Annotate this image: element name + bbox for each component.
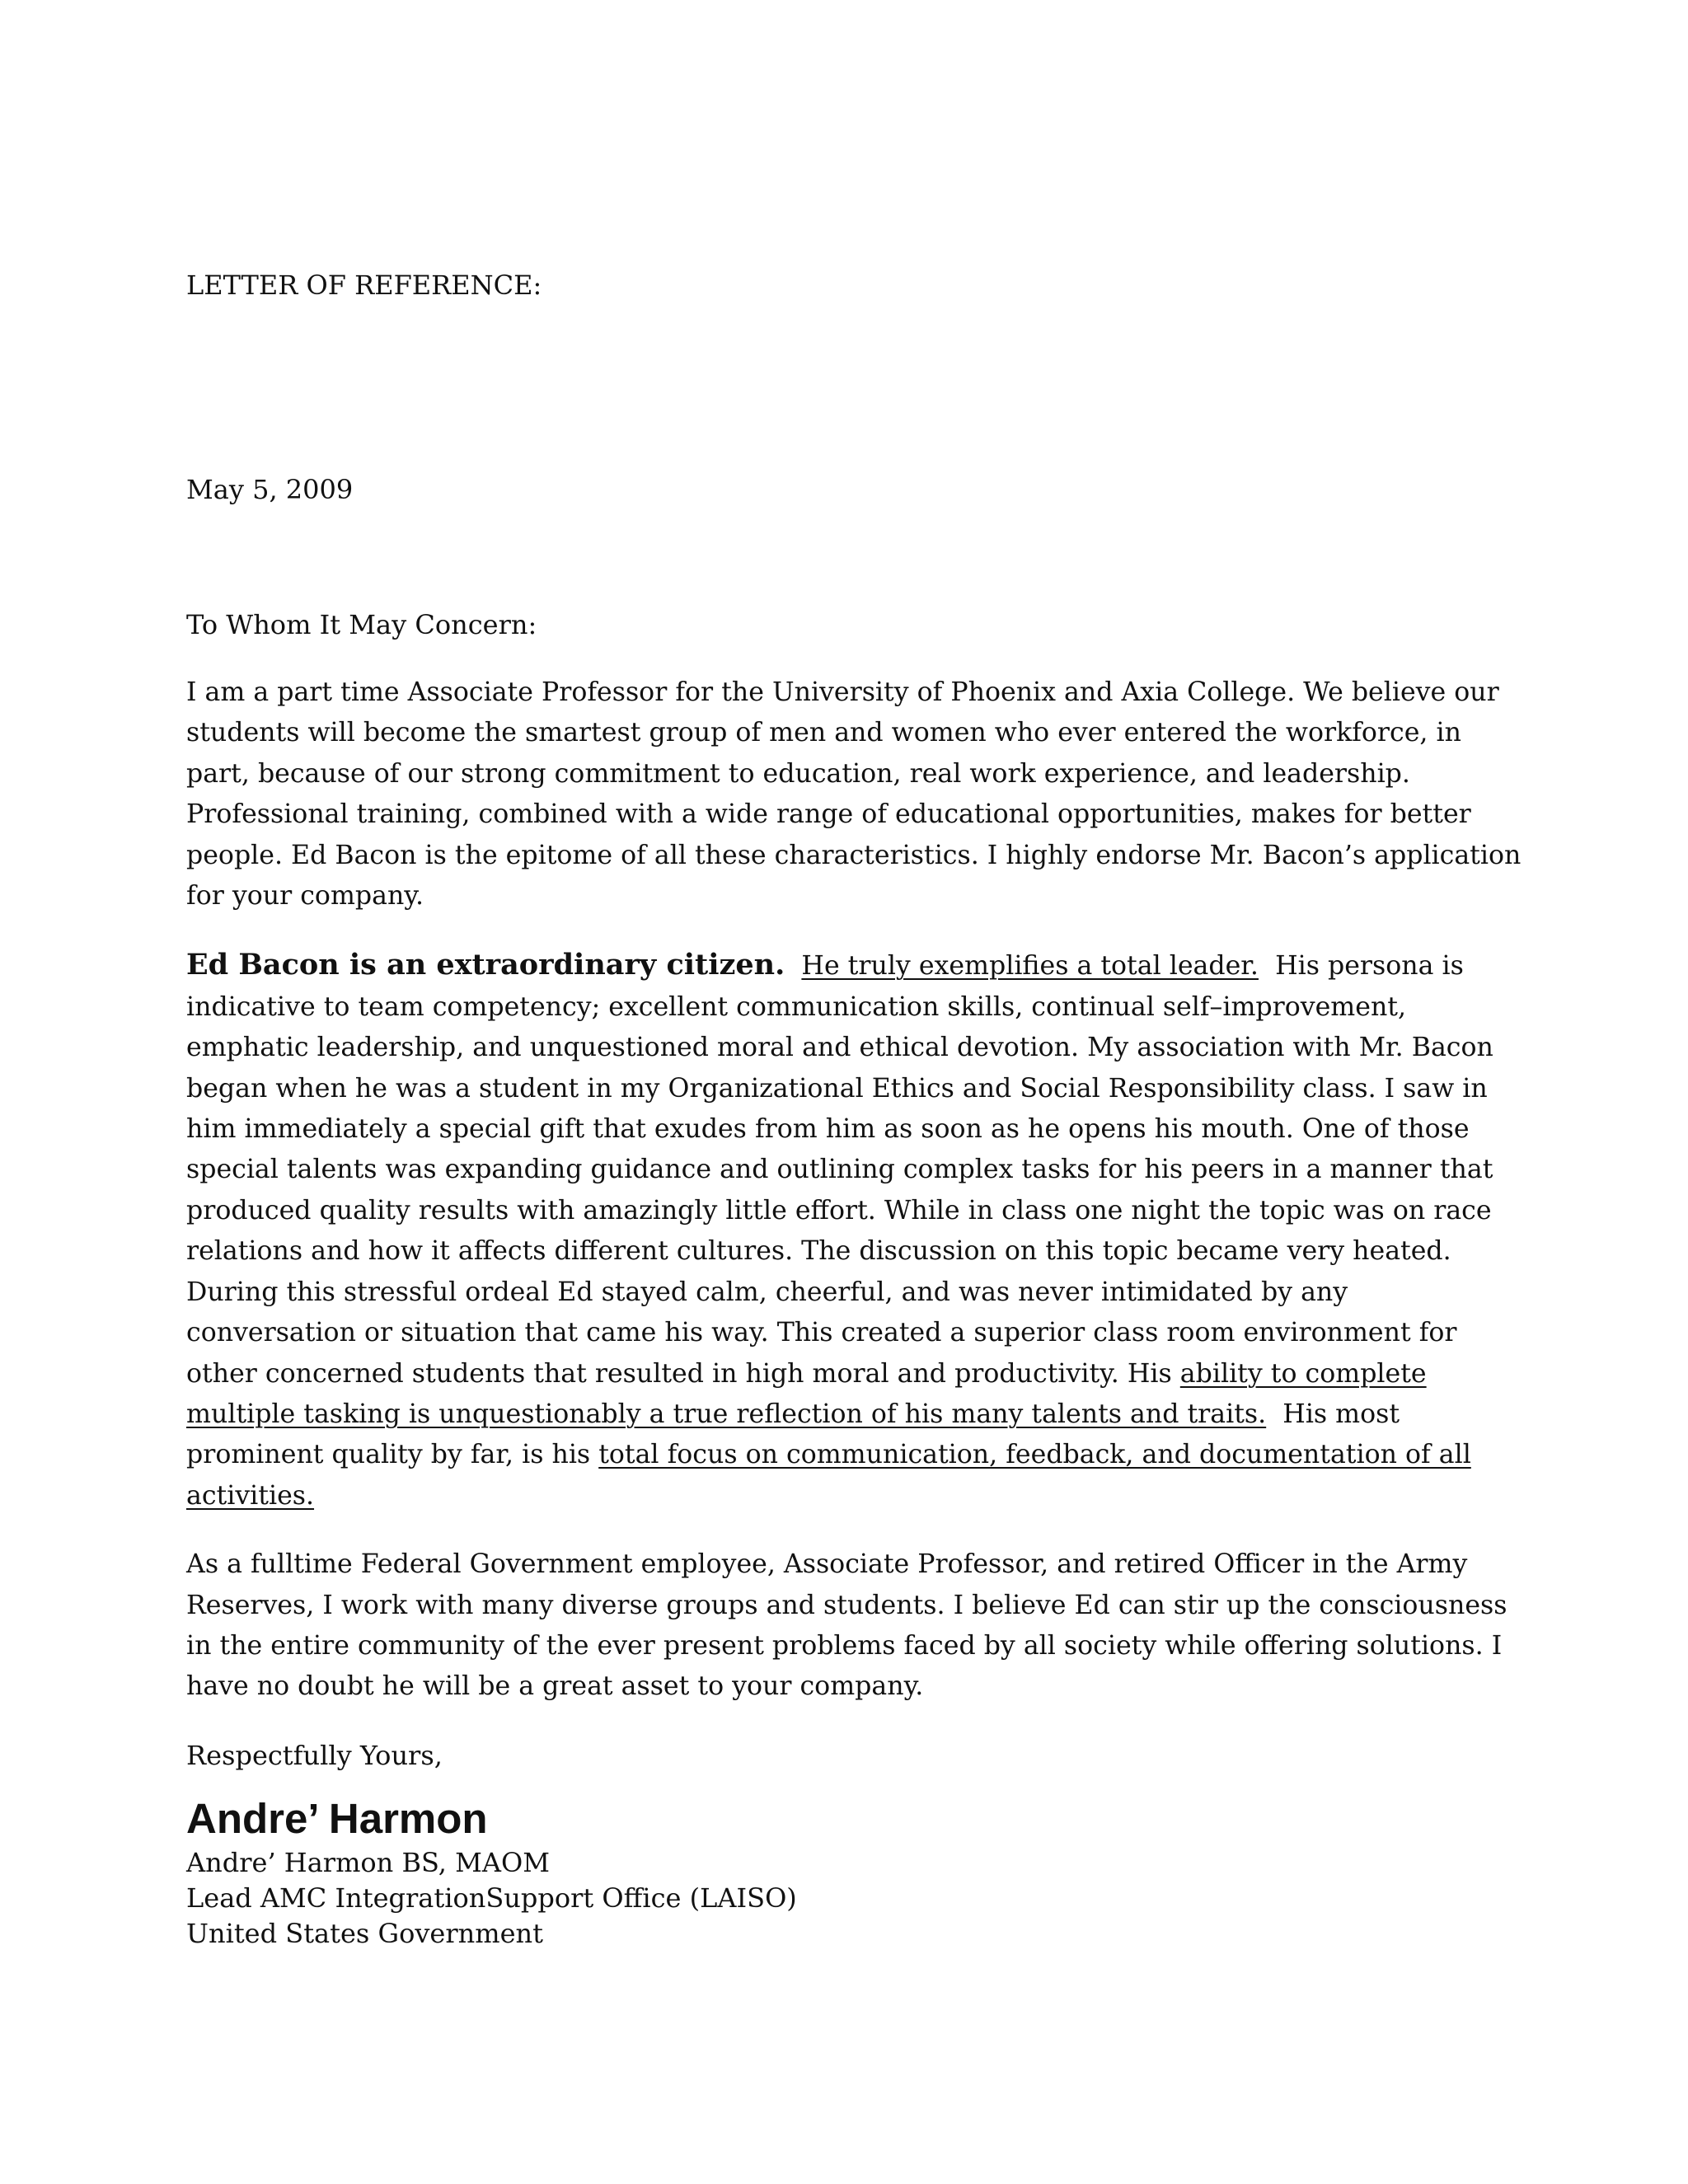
paragraph-intro: I am a part time Associate Professor for the University of Phoenix and Axia College. We believe our students will become the smartest group of men and women who ever entered the workforce, in part, because of our strong commitment to education, real work experience, and leadership. Professional training, combined with a wide range of educational opportunities, makes for better people. Ed Bacon is the epitome of all these characteristics. I highly endorse Mr. Bacon’s application for your company. <box>186 677 1522 912</box>
endorsement-underline-focus: total focus on communication, feedback, and documentation of all activities. <box>186 1440 1471 1511</box>
signer-office: Lead AMC IntegrationSupport Office (LAISO) <box>186 1882 797 1914</box>
salutation: To Whom It May Concern: <box>186 609 537 640</box>
paragraph-credentials: As a fulltime Federal Government employee, Associate Professor, and retired Officer in the Army Reserves, I work with many diverse groups and students. I believe Ed can stir up the consciousness in the entire community of the ever present problems faced by all society while offering solutions. I have no doubt he will be a great asset to your company. <box>186 1549 1507 1702</box>
letter-heading: LETTER OF REFERENCE: <box>186 269 542 301</box>
letter-body <box>186 605 1522 1952</box>
endorsement-underline-leader: He truly exemplifies a total leader. <box>801 951 1259 982</box>
endorsement-bold-lead: Ed Bacon is an extraordinary citizen. <box>186 948 785 982</box>
letter-date: May 5, 2009 <box>186 474 354 505</box>
closing: Respectfully Yours, <box>186 1739 443 1771</box>
endorsement-underline-multitasking: ability to complete multiple tasking is unquestionably a true reflection of his many talents and traits. <box>186 1358 1427 1429</box>
paragraph-endorsement <box>186 944 1522 1516</box>
signature: Andre’ Harmon <box>186 1794 488 1842</box>
signer-name: Andre’ Harmon BS, MAOM <box>186 1846 550 1878</box>
endorsement-text-quality: His most prominent quality by far, is his <box>186 1399 1400 1470</box>
endorsement-text-main: His persona is indicative to team competency; excellent communication skills, continual self–improvement, emphatic leadership, and unquestioned moral and ethical devotion. My association with Mr. Bacon began when he was a student in my Organizational Ethics and Social Responsibility class. I saw in him immediately a special gift that exudes from him as soon as he opens his mouth. One of those special talents was expanding guidance and outlining complex tasks for his peers in a manner that produced quality results with amazingly little effort. While in class one night the topic was on race relations and how it affects different cultures. The discussion on this topic became very heated. During this stressful ordeal Ed stayed calm, cheerful, and was never intimidated by any conversation or situation that came his way. This created a superior class room environment for other concerned students that resulted in high moral and productivity. His <box>186 951 1493 1389</box>
signer-organization: United States Government <box>186 1917 544 1949</box>
